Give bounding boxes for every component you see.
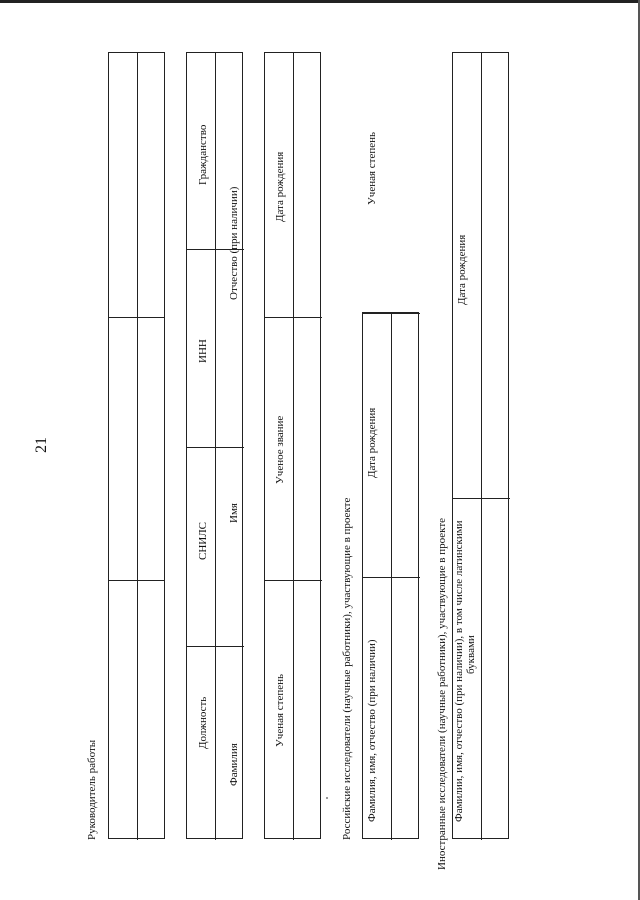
table-col-divider: [265, 317, 322, 318]
header-birth-date: Дата рождения: [274, 151, 286, 222]
table-col-divider: [109, 580, 137, 581]
page-number: 21: [33, 437, 50, 453]
header-birth-date-ru: Дата рождения: [366, 407, 378, 478]
section-title-russian: Российские исследователи (научные работники), участвующие в проекте: [341, 497, 353, 840]
header-full-name: Фамилия, имя, отчество (при наличии): [366, 639, 378, 822]
table-col-divider: [109, 317, 137, 318]
header-full-name-latin-cont: буквами: [465, 635, 477, 674]
table-col-divider: [137, 317, 165, 318]
table-col-divider: [363, 313, 420, 314]
header-snils: СНИЛС: [197, 521, 209, 560]
table-head-degree: [264, 52, 321, 839]
header-first-name: Имя: [228, 503, 240, 523]
header-surname: Фамилия: [228, 743, 240, 786]
table-col-divider: [453, 498, 510, 499]
table-col-divider: [363, 577, 420, 578]
header-full-name-latin: Фамилии, имя, отчество (при наличии), в том числе латинскими: [453, 520, 465, 822]
scan-top-edge: [0, 0, 640, 3]
table-col-divider: [265, 580, 322, 581]
header-birth-date-foreign: Дата рождения: [456, 234, 468, 305]
header-citizenship: Гражданство: [197, 124, 209, 185]
header-inn: ИНН: [197, 339, 209, 363]
table-row-divider: [137, 53, 138, 840]
section-title-head: Руководитель работы: [86, 739, 98, 840]
table-row-divider: [481, 53, 482, 840]
table-head-details: [186, 52, 243, 839]
scan-speck: [326, 797, 328, 799]
header-academic-degree: Ученая степень: [274, 673, 286, 747]
section-title-foreign: Иностранные исследователи (научные работники), участвующие в проекте: [436, 517, 448, 870]
table-col-divider: [187, 447, 244, 448]
header-academic-title: Ученое звание: [274, 415, 286, 484]
table-col-divider: [137, 580, 165, 581]
header-patronymic: Отчество (при наличии): [228, 186, 240, 300]
table-row-divider: [293, 53, 294, 840]
table-col-divider: [187, 249, 244, 250]
table-col-divider: [187, 646, 244, 647]
header-position: Должность: [197, 696, 209, 749]
header-degree-ru: Ученая степень: [366, 131, 378, 205]
